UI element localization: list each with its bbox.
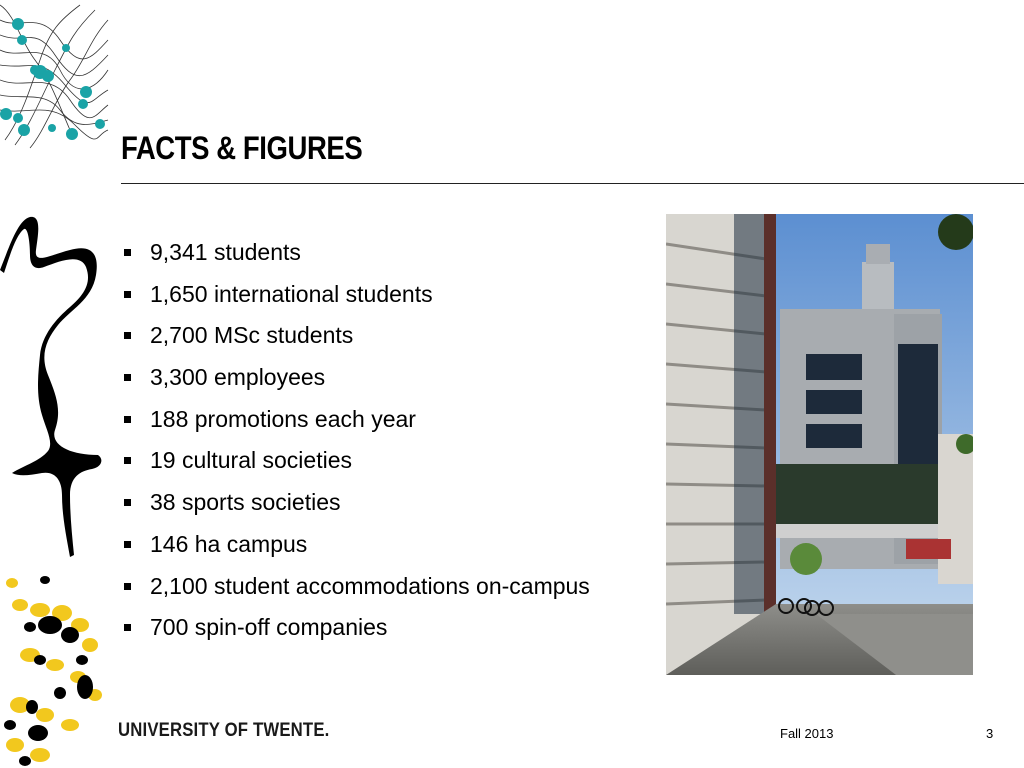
university-logo: UNIVERSITY OF TWENTE. <box>118 720 330 741</box>
bullet-square-icon <box>124 249 131 256</box>
footer-date: Fall 2013 <box>780 726 834 741</box>
slide-title: FACTS & FIGURES <box>121 130 363 166</box>
facts-list <box>122 232 590 649</box>
list-item-text: 3,300 employees <box>150 364 326 391</box>
list-item <box>122 482 590 524</box>
black-brush-decoration <box>0 215 110 560</box>
list-item <box>122 524 590 566</box>
list-item <box>122 315 590 357</box>
yellow-blob-decoration <box>0 565 110 768</box>
bullet-square-icon <box>124 583 131 590</box>
list-item-text: 700 spin-off companies <box>150 614 388 641</box>
list-item-text: 38 sports societies <box>150 489 341 516</box>
list-item-text: 146 ha campus <box>150 530 308 557</box>
list-item <box>122 274 590 316</box>
bullet-square-icon <box>124 541 131 548</box>
bullet-square-icon <box>124 416 131 423</box>
list-item-text: 188 promotions each year <box>150 405 416 432</box>
page-number: 3 <box>986 726 994 741</box>
teal-line-decoration <box>0 0 110 150</box>
list-item <box>122 607 590 649</box>
list-item <box>122 440 590 482</box>
title-divider <box>121 183 1024 184</box>
list-item <box>122 399 590 441</box>
campus-building-photo <box>666 214 973 675</box>
bullet-square-icon <box>124 291 131 298</box>
list-item-text: 19 cultural societies <box>150 447 352 474</box>
list-item <box>122 357 590 399</box>
list-item <box>122 232 590 274</box>
list-item <box>122 566 590 608</box>
list-item-text: 1,650 international students <box>150 280 433 307</box>
list-item-text: 2,700 MSc students <box>150 322 354 349</box>
bullet-square-icon <box>124 332 131 339</box>
bullet-square-icon <box>124 499 131 506</box>
bullet-square-icon <box>124 624 131 631</box>
bullet-square-icon <box>124 457 131 464</box>
list-item-text: 9,341 students <box>150 239 301 265</box>
list-item-text: 2,100 student accommodations on-campus <box>150 572 590 599</box>
bullet-square-icon <box>124 374 131 381</box>
